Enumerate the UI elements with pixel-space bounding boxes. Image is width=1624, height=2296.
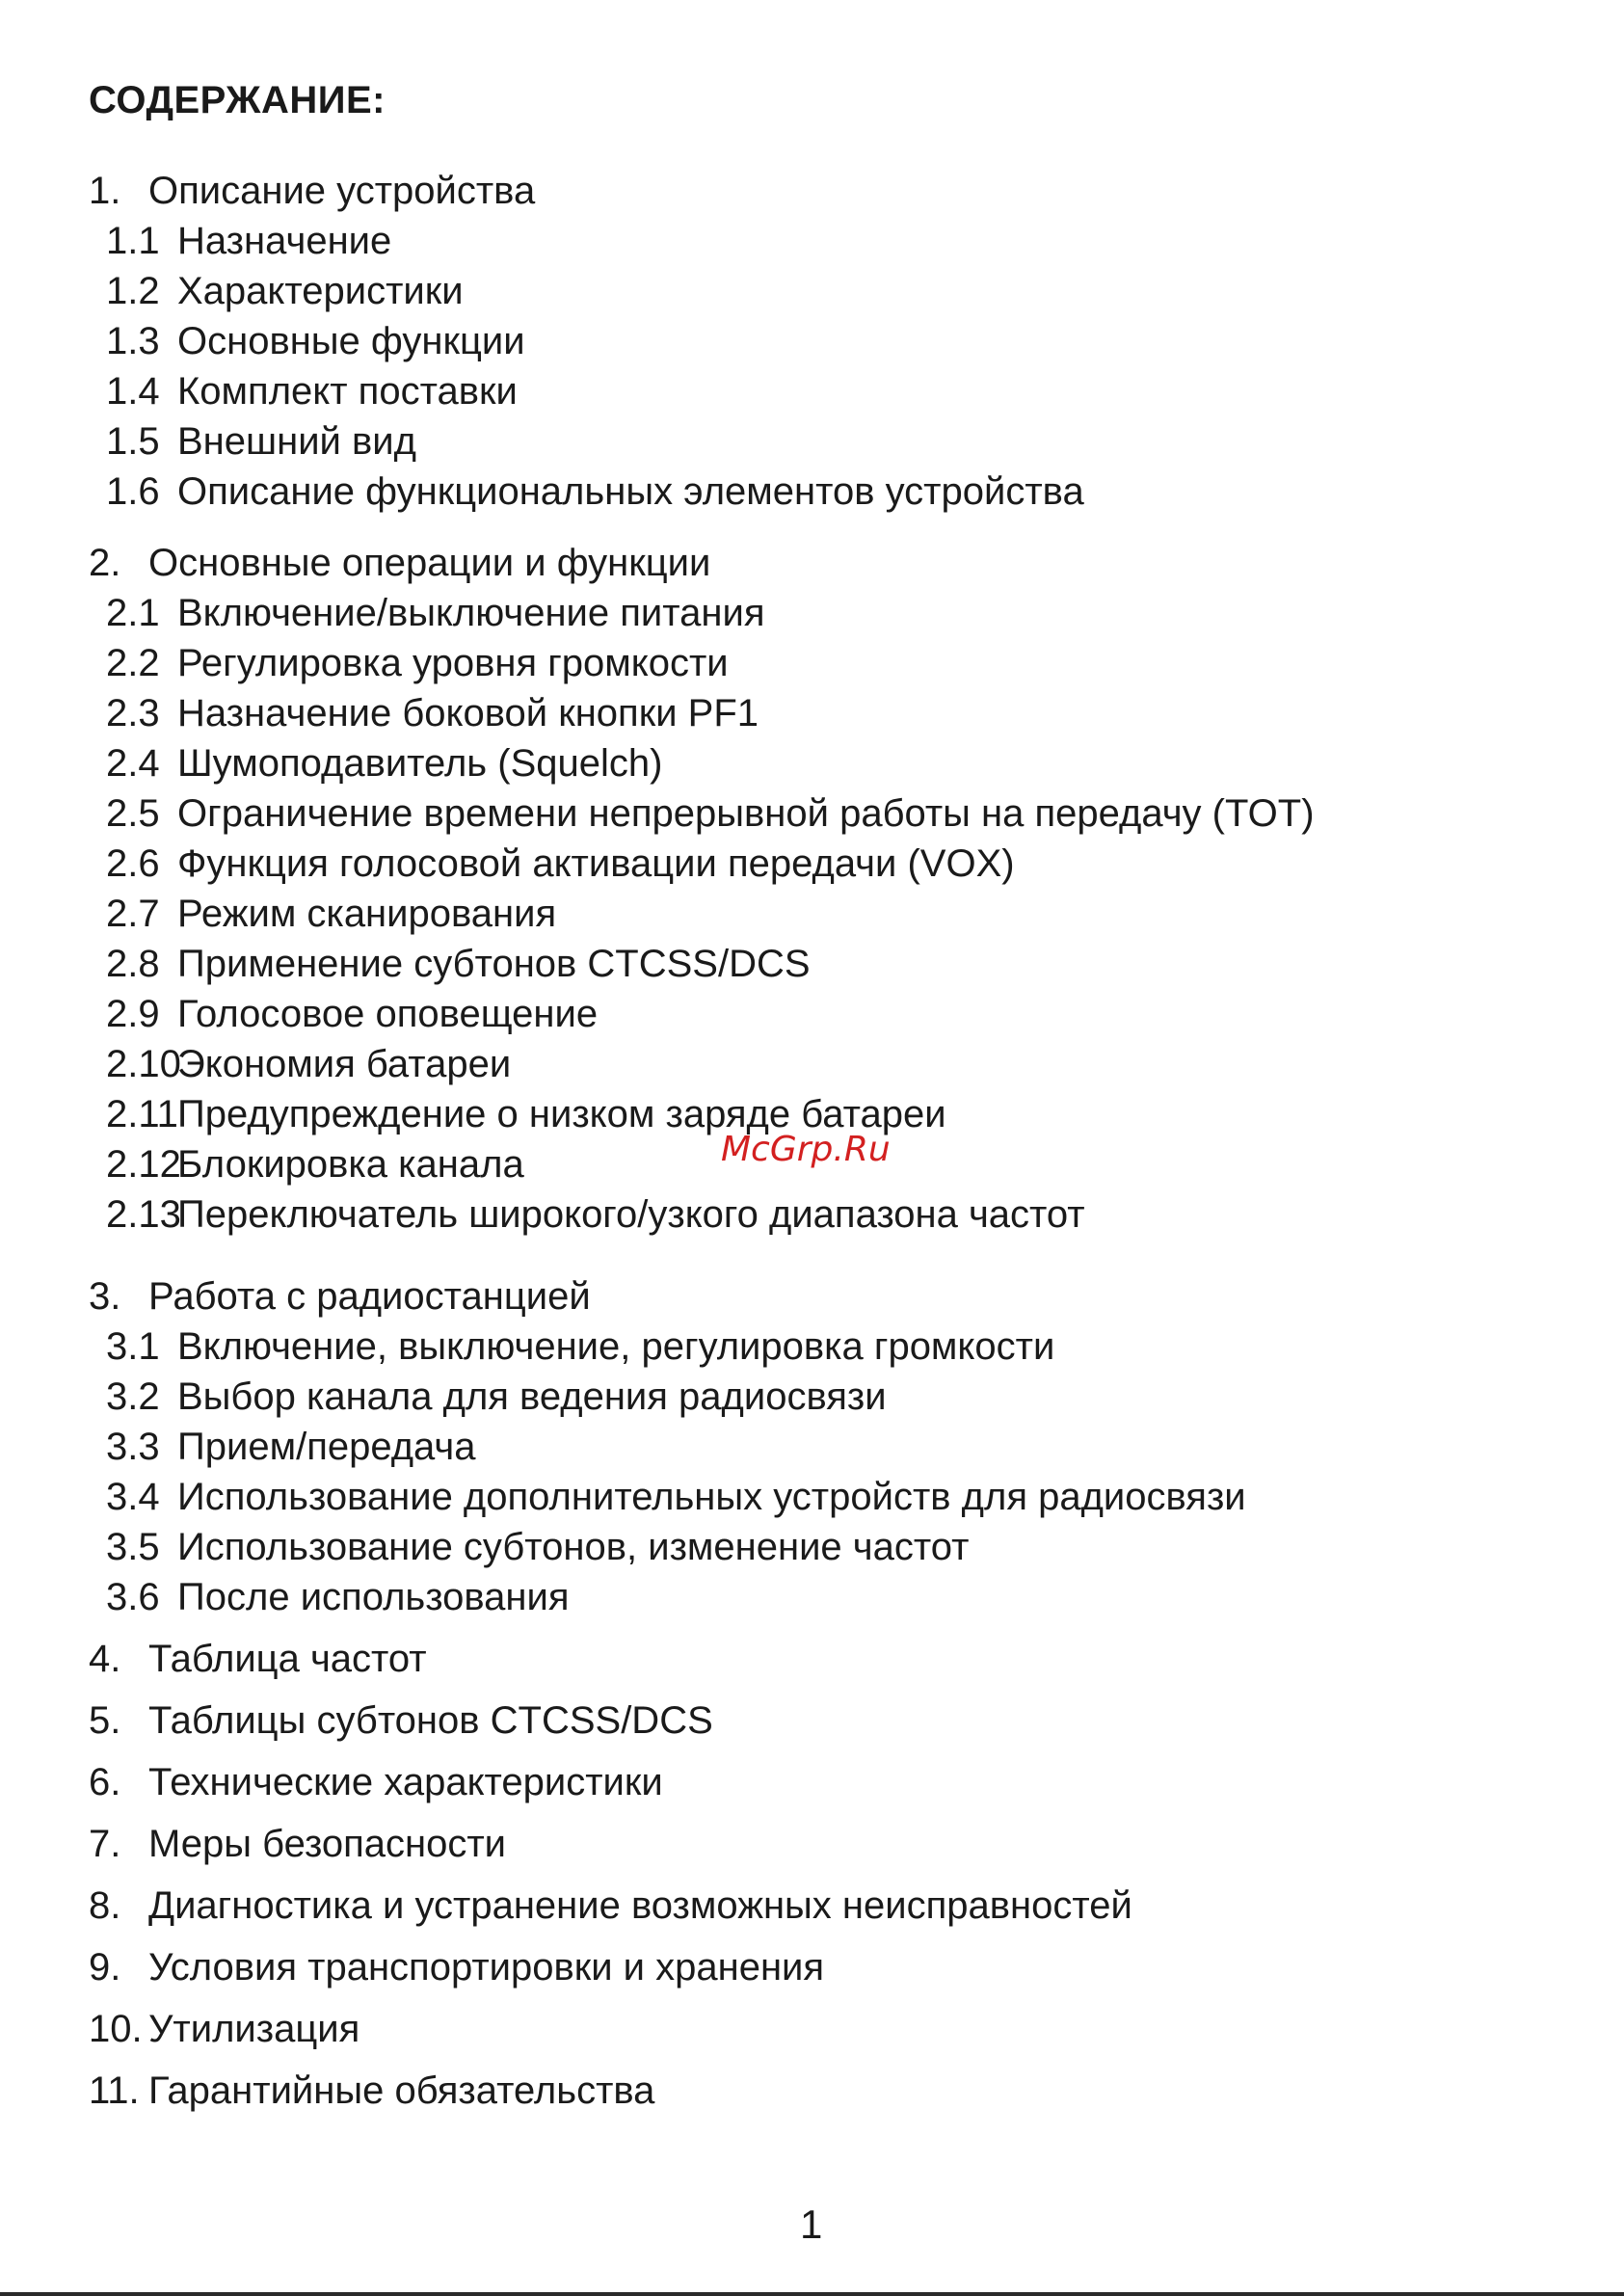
toc-section-10[interactable] [89, 2010, 359, 2048]
item-label: Характеристики [177, 270, 464, 312]
item-label: Применение субтонов CTCSS/DCS [177, 943, 811, 985]
item-number: 2.2 [106, 642, 160, 684]
item-label: Включение/выключение питания [177, 592, 765, 634]
item-label: Основные функции [177, 320, 525, 362]
toc-item-2-7[interactable] [106, 894, 556, 933]
toc-section-4[interactable] [89, 1640, 427, 1678]
item-number: 2.12 [106, 1143, 181, 1186]
toc-item-2-11[interactable] [106, 1095, 946, 1134]
toc-item-2-10[interactable] [106, 1045, 511, 1083]
page-number: 1 [800, 2202, 823, 2247]
section-number: 7. [89, 1823, 121, 1865]
item-number: 3.2 [106, 1375, 160, 1418]
section-label: Технические характеристики [148, 1761, 663, 1803]
item-label: Использование субтонов, изменение частот [177, 1526, 970, 1568]
item-number: 1.6 [106, 470, 160, 513]
item-label: Ограничение времени непрерывной работы на передачу (TOT) [177, 792, 1315, 835]
item-number: 2.3 [106, 692, 160, 734]
item-number: 2.1 [106, 592, 160, 634]
section-label: Меры безопасности [148, 1823, 506, 1865]
item-number: 2.4 [106, 742, 160, 785]
item-label: Шумоподавитель (Squelch) [177, 742, 663, 785]
toc-section-5[interactable] [89, 1701, 713, 1740]
item-label: Функция голосовой активации передачи (VOX) [177, 842, 1015, 885]
item-label: Описание функциональных элементов устройства [177, 470, 1084, 513]
item-label: Использование дополнительных устройств для радиосвязи [177, 1476, 1246, 1518]
toc-item-2-6[interactable] [106, 844, 1015, 883]
item-number: 1.2 [106, 270, 160, 312]
toc-item-1-4[interactable] [106, 372, 518, 411]
toc-section-7[interactable] [89, 1825, 506, 1863]
toc-section-1[interactable] [89, 172, 535, 210]
toc-item-2-5[interactable] [106, 794, 1315, 833]
item-label: Экономия батареи [177, 1043, 512, 1085]
section-label: Работа с радиостанцией [148, 1275, 591, 1318]
toc-item-3-4[interactable] [106, 1478, 1246, 1516]
section-number: 10. [89, 2008, 143, 2050]
section-number: 11. [89, 2069, 140, 2112]
item-number: 2.13 [106, 1193, 181, 1236]
toc-item-2-3[interactable] [106, 694, 759, 733]
toc-item-3-6[interactable] [106, 1578, 570, 1616]
toc-item-2-2[interactable] [106, 644, 729, 682]
section-label: Таблицы субтонов CTCSS/DCS [148, 1699, 713, 1742]
section-number: 3. [89, 1275, 121, 1318]
item-number: 2.7 [106, 893, 160, 935]
section-label: Таблица частот [148, 1638, 427, 1680]
toc-item-2-4[interactable] [106, 744, 662, 783]
toc-item-3-5[interactable] [106, 1528, 969, 1566]
item-label: Блокировка канала [177, 1143, 524, 1186]
item-label: Прием/передача [177, 1426, 476, 1468]
toc-item-2-1[interactable] [106, 594, 764, 632]
toc-item-1-5[interactable] [106, 422, 416, 461]
toc-item-2-13[interactable] [106, 1195, 1085, 1234]
toc-section-9[interactable] [89, 1948, 824, 1987]
item-label: После использования [177, 1576, 570, 1618]
bottom-divider [0, 2292, 1624, 2296]
toc-item-2-12[interactable] [106, 1145, 524, 1184]
item-number: 2.11 [106, 1093, 178, 1135]
item-number: 2.6 [106, 842, 160, 885]
section-label: Утилизация [148, 2008, 360, 2050]
item-label: Назначение боковой кнопки PF1 [177, 692, 759, 734]
section-label: Диагностика и устранение возможных неисправностей [148, 1884, 1132, 1927]
toc-item-1-2[interactable] [106, 272, 464, 310]
item-label: Режим сканирования [177, 893, 557, 935]
toc-item-3-3[interactable] [106, 1428, 476, 1466]
item-number: 1.3 [106, 320, 160, 362]
item-number: 3.3 [106, 1426, 160, 1468]
toc-item-1-3[interactable] [106, 322, 525, 360]
toc-item-1-1[interactable] [106, 222, 391, 260]
item-label: Переключатель широкого/узкого диапазона частот [177, 1193, 1085, 1236]
section-number: 4. [89, 1638, 121, 1680]
item-number: 3.1 [106, 1325, 160, 1368]
item-number: 3.5 [106, 1526, 160, 1568]
toc-section-2[interactable] [89, 544, 710, 582]
section-number: 5. [89, 1699, 121, 1742]
item-number: 1.4 [106, 370, 160, 413]
item-label: Голосовое оповещение [177, 993, 599, 1035]
item-label: Выбор канала для ведения радиосвязи [177, 1375, 887, 1418]
section-label: Условия транспортировки и хранения [148, 1946, 825, 1989]
section-number: 9. [89, 1946, 121, 1989]
section-label: Основные операции и функции [148, 542, 711, 584]
section-label: Описание устройства [148, 170, 536, 212]
toc-section-6[interactable] [89, 1763, 663, 1802]
item-number: 2.8 [106, 943, 160, 985]
item-number: 2.5 [106, 792, 160, 835]
item-label: Включение, выключение, регулировка громкости [177, 1325, 1055, 1368]
item-label: Назначение [177, 220, 392, 262]
item-label: Предупреждение о низком заряде батареи [177, 1093, 946, 1135]
watermark: McGrp.Ru [721, 1130, 891, 1169]
item-number: 3.4 [106, 1476, 160, 1518]
section-number: 1. [89, 170, 121, 212]
section-number: 6. [89, 1761, 121, 1803]
item-label: Комплект поставки [177, 370, 518, 413]
item-number: 3.6 [106, 1576, 160, 1618]
toc-item-3-1[interactable] [106, 1327, 1054, 1366]
toc-item-3-2[interactable] [106, 1377, 887, 1416]
toc-item-1-6[interactable] [106, 472, 1084, 511]
section-number: 2. [89, 542, 121, 584]
item-number: 1.5 [106, 420, 160, 463]
section-label: Гарантийные обязательства [148, 2069, 655, 2112]
page-title: СОДЕРЖАНИЕ: [89, 79, 386, 121]
item-number: 1.1 [106, 220, 160, 262]
toc-section-11[interactable] [89, 2071, 654, 2110]
toc-section-3[interactable] [89, 1277, 591, 1316]
section-number: 8. [89, 1884, 121, 1927]
item-label: Внешний вид [177, 420, 416, 463]
toc-section-8[interactable] [89, 1886, 1132, 1925]
toc-item-2-9[interactable] [106, 995, 598, 1033]
item-number: 2.10 [106, 1043, 181, 1085]
item-number: 2.9 [106, 993, 160, 1035]
toc-item-2-8[interactable] [106, 945, 811, 983]
item-label: Регулировка уровня громкости [177, 642, 729, 684]
